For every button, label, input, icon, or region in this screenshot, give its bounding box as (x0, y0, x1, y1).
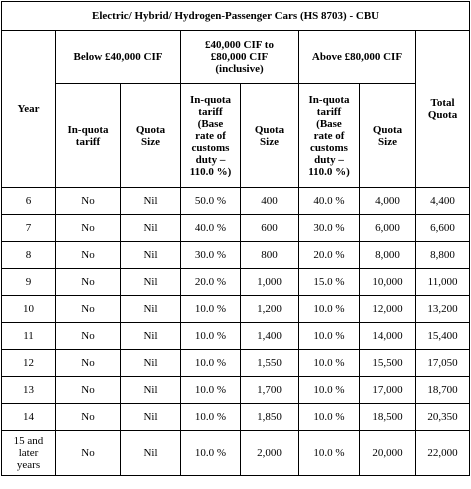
mid-quota-size-cell: 1,700 (241, 377, 299, 404)
mid-in-quota-tariff-cell: 10.0 % (181, 296, 241, 323)
mid-in-quota-tariff-cell: 10.0 % (181, 323, 241, 350)
total-quota-cell: 15,400 (416, 323, 470, 350)
above-quota-size-header: Quota Size (360, 84, 416, 188)
sub-header-row (2, 84, 470, 188)
below-quota-size-cell: Nil (121, 350, 181, 377)
total-quota-cell: 17,050 (416, 350, 470, 377)
below-in-quota-tariff-cell: No (56, 350, 121, 377)
below-quota-size-cell: Nil (121, 404, 181, 431)
mid-quota-size-cell: 1,000 (241, 269, 299, 296)
mid-in-quota-tariff-cell: 10.0 % (181, 350, 241, 377)
table-row (2, 242, 470, 269)
below-quota-size-cell: Nil (121, 431, 181, 476)
total-quota-cell: 22,000 (416, 431, 470, 476)
mid-in-quota-tariff-cell: 20.0 % (181, 269, 241, 296)
group-header-row (2, 31, 470, 84)
total-quota-cell: 18,700 (416, 377, 470, 404)
year-cell: 8 (2, 242, 56, 269)
table-row (2, 377, 470, 404)
below-quota-size-cell: Nil (121, 323, 181, 350)
above-in-quota-tariff-cell: 10.0 % (299, 296, 360, 323)
mid-quota-size-cell: 2,000 (241, 431, 299, 476)
total-quota-cell: 20,350 (416, 404, 470, 431)
year-cell: 15 and later years (2, 431, 56, 476)
year-cell: 6 (2, 188, 56, 215)
mid-quota-size-cell: 1,200 (241, 296, 299, 323)
year-cell: 14 (2, 404, 56, 431)
table-row (2, 215, 470, 242)
above-in-quota-tariff-header: In-quota tariff (Base rate of customs duty – 110.0 %) (299, 84, 360, 188)
below-quota-size-cell: Nil (121, 215, 181, 242)
above-quota-size-cell: 18,500 (360, 404, 416, 431)
above-in-quota-tariff-cell: 20.0 % (299, 242, 360, 269)
above-quota-size-cell: 15,500 (360, 350, 416, 377)
table-title: Electric/ Hybrid/ Hydrogen-Passenger Cars (HS 8703) - CBU (2, 2, 470, 31)
mid-in-quota-tariff-cell: 40.0 % (181, 215, 241, 242)
year-header: Year (2, 31, 56, 188)
mid-quota-size-header: Quota Size (241, 84, 299, 188)
mid-in-quota-tariff-cell: 50.0 % (181, 188, 241, 215)
table-row (2, 431, 470, 476)
below-in-quota-tariff-cell: No (56, 404, 121, 431)
table-row (2, 269, 470, 296)
above-in-quota-tariff-cell: 10.0 % (299, 404, 360, 431)
below-in-quota-tariff-cell: No (56, 296, 121, 323)
mid-in-quota-tariff-cell: 10.0 % (181, 431, 241, 476)
total-quota-cell: 6,600 (416, 215, 470, 242)
below-in-quota-tariff-cell: No (56, 323, 121, 350)
year-cell: 13 (2, 377, 56, 404)
mid-quota-size-cell: 800 (241, 242, 299, 269)
above-quota-size-cell: 10,000 (360, 269, 416, 296)
below-in-quota-tariff-cell: No (56, 242, 121, 269)
above-quota-size-cell: 4,000 (360, 188, 416, 215)
table-row (2, 188, 470, 215)
above-quota-size-cell: 17,000 (360, 377, 416, 404)
total-quota-cell: 4,400 (416, 188, 470, 215)
below-in-quota-tariff-cell: No (56, 269, 121, 296)
above-quota-size-cell: 14,000 (360, 323, 416, 350)
below-quota-size-cell: Nil (121, 269, 181, 296)
table-body (2, 2, 470, 476)
below-in-quota-tariff-cell: No (56, 215, 121, 242)
mid-quota-size-cell: 1,550 (241, 350, 299, 377)
below-in-quota-tariff-cell: No (56, 431, 121, 476)
above-quota-size-cell: 12,000 (360, 296, 416, 323)
mid-in-quota-tariff-header: In-quota tariff (Base rate of customs duty – 110.0 %) (181, 84, 241, 188)
above-quota-size-cell: 20,000 (360, 431, 416, 476)
below-in-quota-tariff-cell: No (56, 188, 121, 215)
above-in-quota-tariff-cell: 40.0 % (299, 188, 360, 215)
above-in-quota-tariff-cell: 30.0 % (299, 215, 360, 242)
total-quota-cell: 13,200 (416, 296, 470, 323)
below-quota-size-cell: Nil (121, 188, 181, 215)
mid-in-quota-tariff-cell: 30.0 % (181, 242, 241, 269)
year-cell: 10 (2, 296, 56, 323)
year-cell: 7 (2, 215, 56, 242)
mid-in-quota-tariff-cell: 10.0 % (181, 404, 241, 431)
title-row (2, 2, 470, 31)
mid-quota-size-cell: 400 (241, 188, 299, 215)
below-quota-size-cell: Nil (121, 242, 181, 269)
year-cell: 12 (2, 350, 56, 377)
year-cell: 9 (2, 269, 56, 296)
total-quota-header: Total Quota (416, 31, 470, 188)
below-quota-size-header: Quota Size (121, 84, 181, 188)
above-in-quota-tariff-cell: 15.0 % (299, 269, 360, 296)
below-40000-header: Below £40,000 CIF (56, 31, 181, 84)
mid-quota-size-cell: 1,850 (241, 404, 299, 431)
40000-to-80000-header: £40,000 CIF to £80,000 CIF (inclusive) (181, 31, 299, 84)
below-quota-size-cell: Nil (121, 296, 181, 323)
mid-in-quota-tariff-cell: 10.0 % (181, 377, 241, 404)
below-in-quota-tariff-header: In-quota tariff (56, 84, 121, 188)
table-row (2, 350, 470, 377)
below-in-quota-tariff-cell: No (56, 377, 121, 404)
above-80000-header: Above £80,000 CIF (299, 31, 416, 84)
year-cell: 11 (2, 323, 56, 350)
above-in-quota-tariff-cell: 10.0 % (299, 431, 360, 476)
above-quota-size-cell: 8,000 (360, 242, 416, 269)
total-quota-cell: 11,000 (416, 269, 470, 296)
above-quota-size-cell: 6,000 (360, 215, 416, 242)
total-quota-cell: 8,800 (416, 242, 470, 269)
above-in-quota-tariff-cell: 10.0 % (299, 350, 360, 377)
mid-quota-size-cell: 1,400 (241, 323, 299, 350)
table-row (2, 296, 470, 323)
table-row (2, 323, 470, 350)
quota-table (1, 1, 470, 476)
mid-quota-size-cell: 600 (241, 215, 299, 242)
table-row (2, 404, 470, 431)
above-in-quota-tariff-cell: 10.0 % (299, 377, 360, 404)
above-in-quota-tariff-cell: 10.0 % (299, 323, 360, 350)
below-quota-size-cell: Nil (121, 377, 181, 404)
